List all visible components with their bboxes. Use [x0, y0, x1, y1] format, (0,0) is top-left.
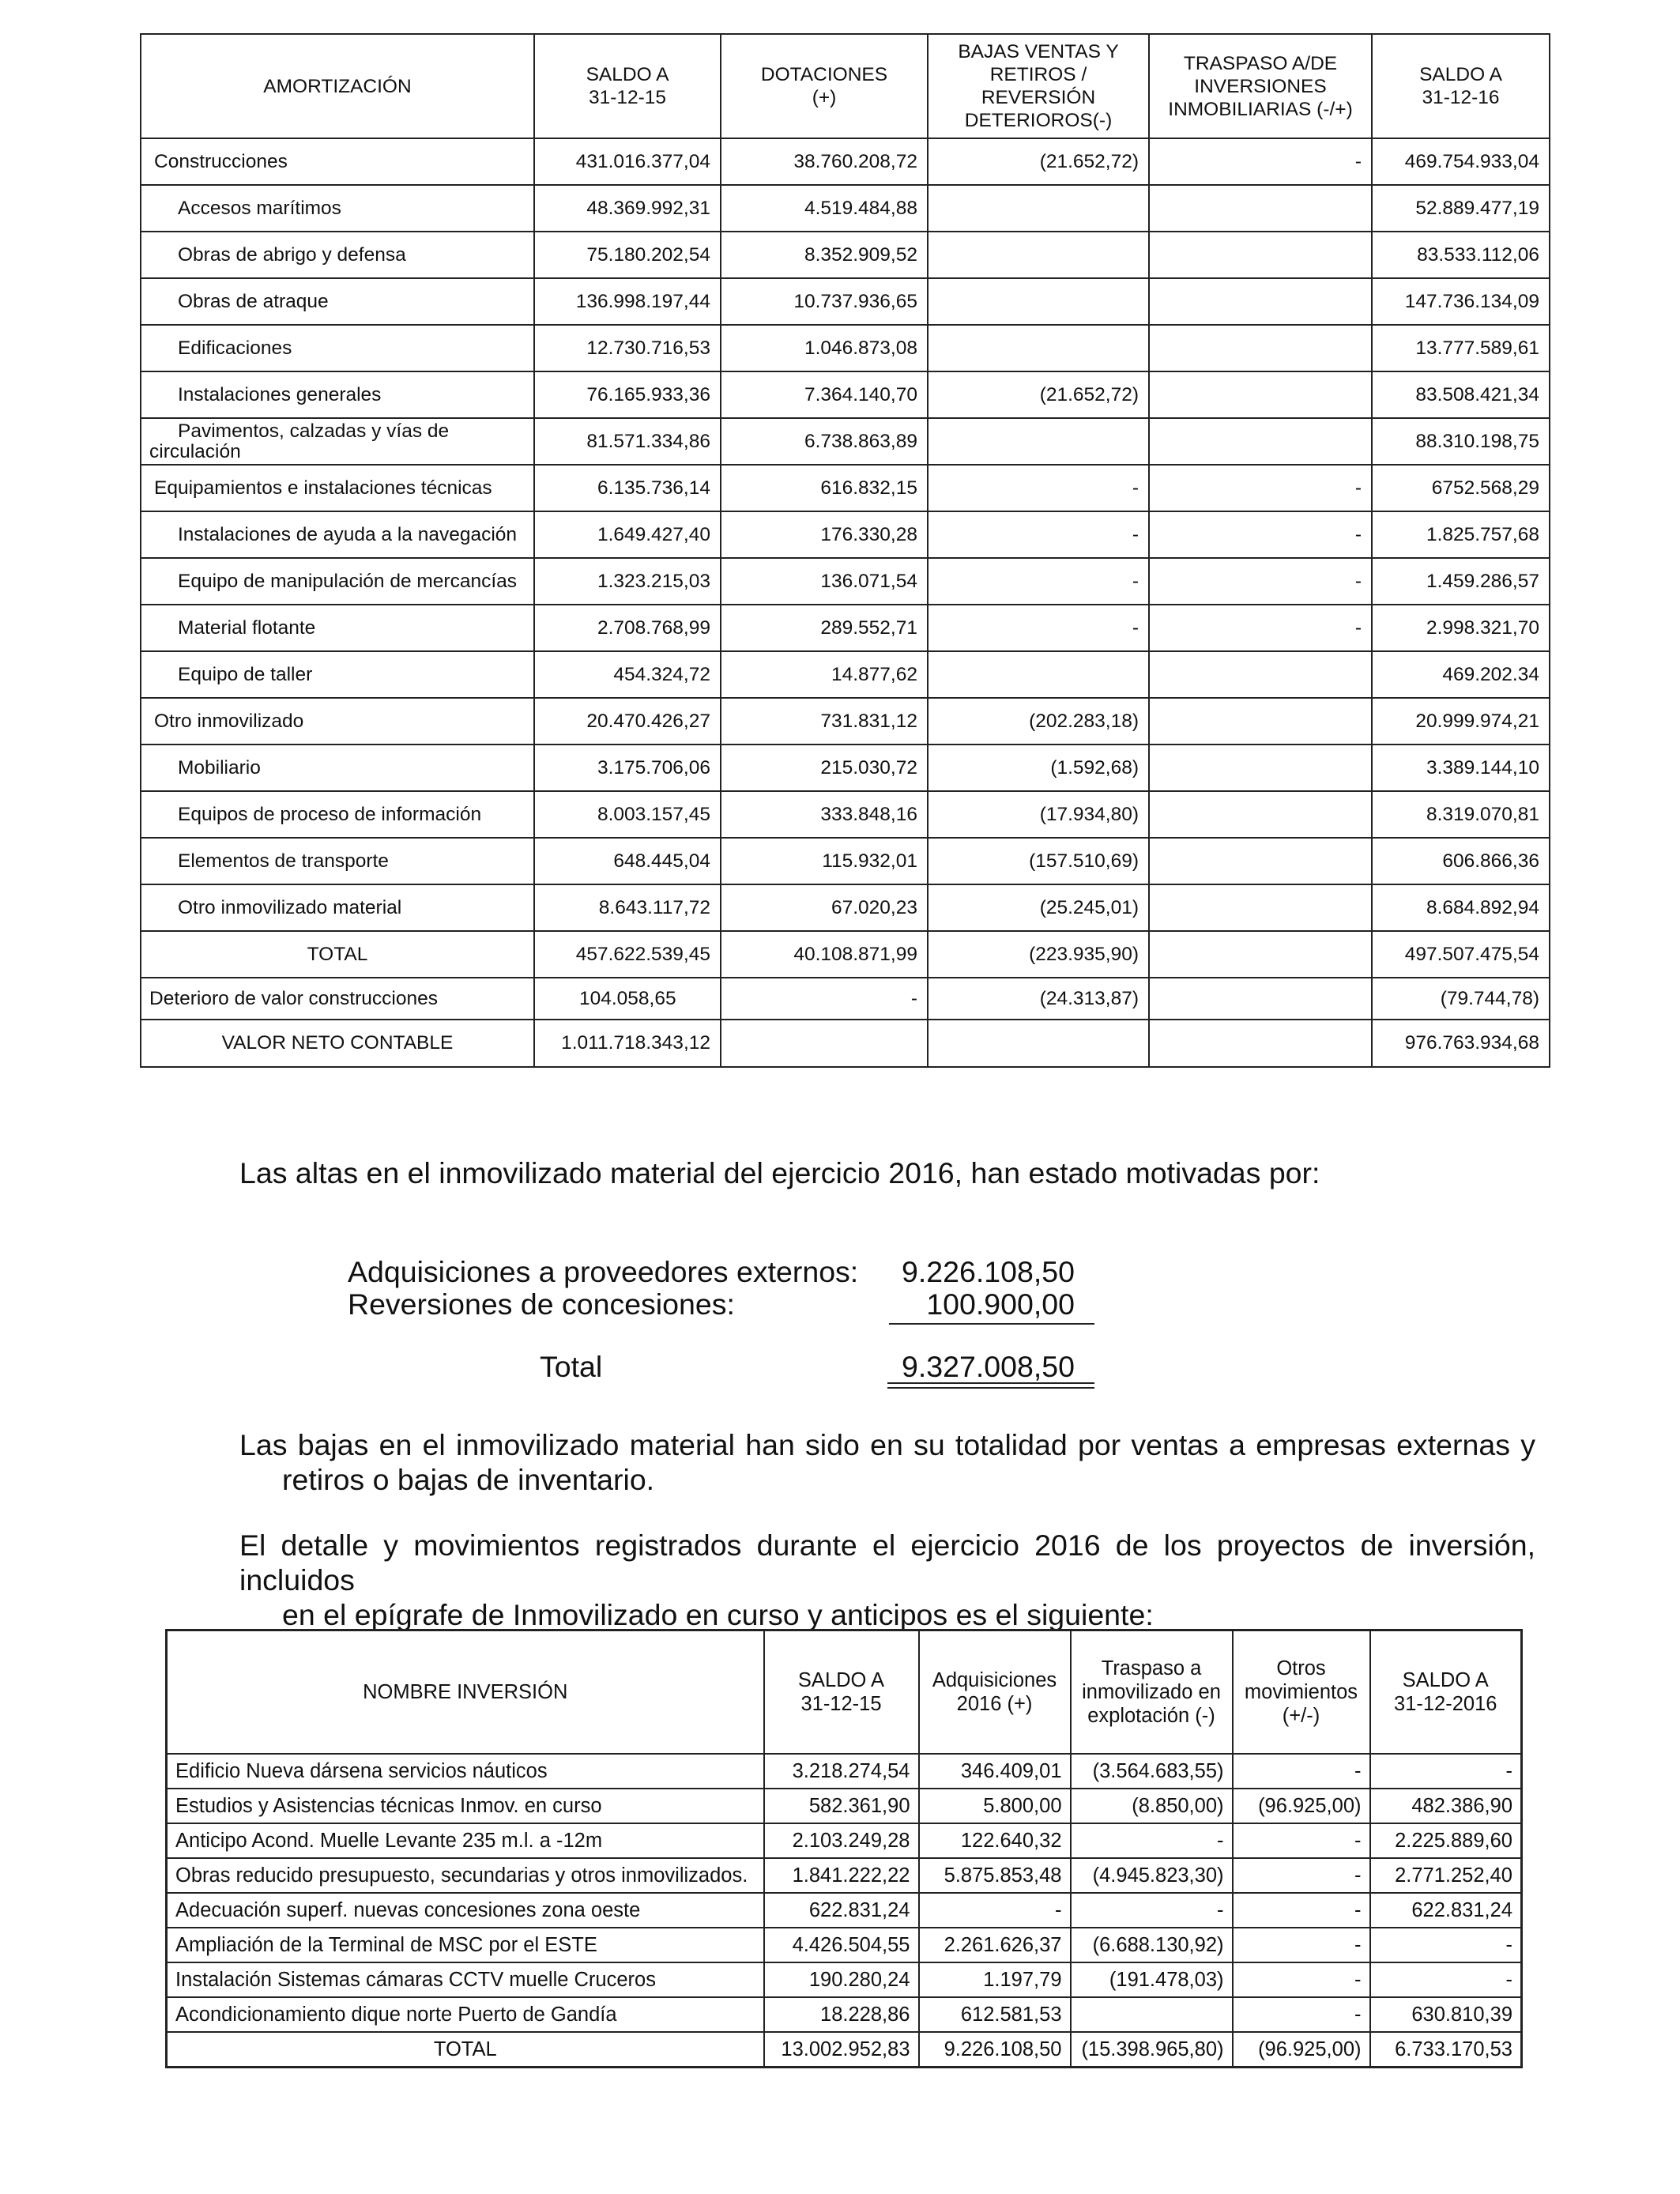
inversion-header-row	[167, 1630, 1522, 1755]
table-cell: 1.459.286,57	[1372, 558, 1550, 605]
amortizacion-table-header	[141, 34, 1550, 138]
total-value: 9.327.008,50	[902, 1350, 1075, 1383]
inversion-table-body	[167, 1754, 1522, 2068]
table-cell: 176.330,28	[721, 511, 928, 558]
table-cell: 8.643.117,72	[534, 884, 721, 931]
table-cell: 5.800,00	[919, 1789, 1071, 1823]
table-row	[167, 1858, 1522, 1893]
table-cell: 612.581,53	[919, 1997, 1071, 2032]
table-cell: 2.103.249,28	[764, 1823, 919, 1858]
table-cell: -	[1149, 605, 1372, 651]
row-label: Accesos marítimos	[141, 185, 534, 232]
amortizacion-header-row	[141, 34, 1550, 138]
row-label: Construcciones	[141, 138, 534, 185]
header-cell: SALDO A 31-12-15	[764, 1630, 919, 1755]
amortizacion-table-body	[141, 138, 1550, 1067]
header-cell: DOTACIONES (+)	[721, 34, 928, 138]
table-cell: 1.649.427,40	[534, 511, 721, 558]
table-cell: 8.352.909,52	[721, 232, 928, 278]
table-row	[167, 1962, 1522, 1997]
table-cell	[928, 232, 1149, 278]
subtotal-underline	[889, 1323, 1094, 1325]
table-row	[141, 791, 1550, 838]
table-row	[141, 232, 1550, 278]
table-row	[141, 605, 1550, 651]
row-label: TOTAL	[167, 2032, 764, 2068]
row-label: Otro inmovilizado	[141, 698, 534, 745]
table-cell: 2.771.252,40	[1370, 1858, 1522, 1893]
table-cell: (21.652,72)	[928, 371, 1149, 418]
table-cell: -	[1071, 1823, 1233, 1858]
table-cell: 12.730.716,53	[534, 325, 721, 371]
row-label: Edificio Nueva dársena servicios náuticos	[167, 1754, 764, 1789]
row-label: Ampliación de la Terminal de MSC por el ESTE	[167, 1928, 764, 1962]
table-cell: 8.319.070,81	[1372, 791, 1550, 838]
header-cell: SALDO A 31-12-2016	[1370, 1630, 1522, 1755]
table-cell: 83.508.421,34	[1372, 371, 1550, 418]
table-cell	[928, 185, 1149, 232]
table-cell: 38.760.208,72	[721, 138, 928, 185]
table-row	[141, 651, 1550, 698]
table-cell: (202.283,18)	[928, 698, 1149, 745]
table-cell: 76.165.933,36	[534, 371, 721, 418]
row-label: Material flotante	[141, 605, 534, 651]
bajas-line-1: Las bajas en el inmovilizado material han sido en su totalidad por ventas a empresas externas y	[239, 1428, 1535, 1461]
table-cell: 582.361,90	[764, 1789, 919, 1823]
row-label: Obras de abrigo y defensa	[141, 232, 534, 278]
table-cell: 10.737.936,65	[721, 278, 928, 325]
table-cell: -	[1370, 1962, 1522, 1997]
table-cell: -	[1233, 1928, 1370, 1962]
table-cell: 67.020,23	[721, 884, 928, 931]
table-cell: 6.135.736,14	[534, 465, 721, 511]
table-cell: 1.011.718.343,12	[534, 1020, 721, 1067]
table-cell: (25.245,01)	[928, 884, 1149, 931]
table-cell: -	[1370, 1928, 1522, 1962]
table-cell: 147.736.134,09	[1372, 278, 1550, 325]
amortizacion-table	[140, 33, 1550, 1068]
table-row	[167, 1754, 1522, 1789]
table-cell	[1149, 325, 1372, 371]
table-cell: 6.733.170,53	[1370, 2032, 1522, 2068]
row-label: Equipo de taller	[141, 651, 534, 698]
row-label: Instalación Sistemas cámaras CCTV muelle Cruceros	[167, 1962, 764, 1997]
total-double-underline-1	[887, 1382, 1094, 1384]
table-cell: 136.071,54	[721, 558, 928, 605]
table-cell: 83.533.112,06	[1372, 232, 1550, 278]
table-row	[141, 465, 1550, 511]
row-label: Equipamientos e instalaciones técnicas	[141, 465, 534, 511]
header-cell: AMORTIZACIÓN	[141, 34, 534, 138]
table-cell: 2.225.889,60	[1370, 1823, 1522, 1858]
table-cell: 976.763.934,68	[1372, 1020, 1550, 1067]
table-cell: 346.409,01	[919, 1754, 1071, 1789]
table-cell: (79.744,78)	[1372, 978, 1550, 1020]
table-row	[141, 698, 1550, 745]
table-cell: 18.228,86	[764, 1997, 919, 2032]
table-cell: 469.202.34	[1372, 651, 1550, 698]
table-cell: 1.825.757,68	[1372, 511, 1550, 558]
table-cell	[928, 651, 1149, 698]
table-cell	[928, 1020, 1149, 1067]
table-cell: (21.652,72)	[928, 138, 1149, 185]
table-row	[141, 138, 1550, 185]
table-cell: 52.889.477,19	[1372, 185, 1550, 232]
adquisiciones-label: Adquisiciones a proveedores externos:	[348, 1255, 859, 1288]
row-label: Elementos de transporte	[141, 838, 534, 884]
total-label: Total	[540, 1350, 603, 1383]
table-cell: 616.832,15	[721, 465, 928, 511]
table-row	[141, 745, 1550, 791]
bajas-paragraph	[239, 1427, 1535, 1497]
table-cell: -	[919, 1893, 1071, 1928]
table-cell: 1.046.873,08	[721, 325, 928, 371]
table-row	[141, 185, 1550, 232]
table-cell: -	[1233, 1754, 1370, 1789]
table-row	[167, 1789, 1522, 1823]
table-cell	[1149, 884, 1372, 931]
table-cell: 14.877,62	[721, 651, 928, 698]
table-cell: -	[1233, 1823, 1370, 1858]
table-cell	[928, 325, 1149, 371]
total-row	[167, 2032, 1522, 2068]
table-cell	[1149, 185, 1372, 232]
table-cell: 3.175.706,06	[534, 745, 721, 791]
table-cell: 215.030,72	[721, 745, 928, 791]
table-cell	[1071, 1997, 1233, 2032]
table-row	[141, 884, 1550, 931]
table-row	[167, 1823, 1522, 1858]
header-cell: SALDO A 31-12-16	[1372, 34, 1550, 138]
table-cell: 289.552,71	[721, 605, 928, 651]
table-cell: -	[1071, 1893, 1233, 1928]
header-cell: Traspaso a inmovilizado en explotación (-)	[1071, 1630, 1233, 1755]
table-cell: 122.640,32	[919, 1823, 1071, 1858]
table-cell: 136.998.197,44	[534, 278, 721, 325]
header-cell: SALDO A 31-12-15	[534, 34, 721, 138]
row-label: Otro inmovilizado material	[141, 884, 534, 931]
row-label: Edificaciones	[141, 325, 534, 371]
table-cell	[1149, 838, 1372, 884]
table-cell: 648.445,04	[534, 838, 721, 884]
table-cell: 2.708.768,99	[534, 605, 721, 651]
altas-intro-text: Las altas en el inmovilizado material del ejercicio 2016, han estado motivadas por:	[239, 1156, 1320, 1189]
reversiones-value: 100.900,00	[926, 1287, 1075, 1321]
table-row	[141, 418, 1550, 465]
row-label: Acondicionamiento dique norte Puerto de Gandía	[167, 1997, 764, 2032]
table-cell: 5.875.853,48	[919, 1858, 1071, 1893]
table-cell: 115.932,01	[721, 838, 928, 884]
header-cell: TRASPASO A/DE INVERSIONES INMOBILIARIAS (-/+)	[1149, 34, 1372, 138]
table-cell: 8.003.157,45	[534, 791, 721, 838]
row-label: Equipo de manipulación de mercancías	[141, 558, 534, 605]
table-cell: 630.810,39	[1370, 1997, 1522, 2032]
table-cell	[1149, 278, 1372, 325]
table-cell: 190.280,24	[764, 1962, 919, 1997]
row-label: TOTAL	[141, 931, 534, 978]
header-cell: Adquisiciones 2016 (+)	[919, 1630, 1071, 1755]
table-cell: 622.831,24	[764, 1893, 919, 1928]
table-cell: (24.313,87)	[928, 978, 1149, 1020]
table-row	[167, 1893, 1522, 1928]
row-label: Obras de atraque	[141, 278, 534, 325]
table-cell: 2.998.321,70	[1372, 605, 1550, 651]
table-cell: (96.925,00)	[1233, 2032, 1370, 2068]
detalle-paragraph	[239, 1528, 1535, 1632]
table-cell	[928, 418, 1149, 465]
table-cell: (6.688.130,92)	[1071, 1928, 1233, 1962]
table-cell: (157.510,69)	[928, 838, 1149, 884]
header-cell: NOMBRE INVERSIÓN	[167, 1630, 764, 1755]
row-label: Instalaciones de ayuda a la navegación	[141, 511, 534, 558]
table-cell: (8.850,00)	[1071, 1789, 1233, 1823]
table-cell: 6.738.863,89	[721, 418, 928, 465]
reversiones-label: Reversiones de concesiones:	[348, 1287, 735, 1321]
table-row	[167, 1928, 1522, 1962]
table-cell: 81.571.334,86	[534, 418, 721, 465]
row-label: VALOR NETO CONTABLE	[141, 1020, 534, 1067]
table-cell: -	[1149, 558, 1372, 605]
table-cell: (96.925,00)	[1233, 1789, 1370, 1823]
row-label: Pavimentos, calzadas y vías de circulación	[141, 418, 534, 465]
row-label: Instalaciones generales	[141, 371, 534, 418]
table-cell: -	[928, 605, 1149, 651]
table-cell	[1149, 931, 1372, 978]
table-cell: (3.564.683,55)	[1071, 1754, 1233, 1789]
header-cell: Otros movimientos (+/-)	[1233, 1630, 1370, 1755]
row-label: Obras reducido presupuesto, secundarias y otros inmovilizados.	[167, 1858, 764, 1893]
table-cell: 48.369.992,31	[534, 185, 721, 232]
row-label: Deterioro de valor construcciones	[141, 978, 534, 1020]
table-cell: 1.197,79	[919, 1962, 1071, 1997]
table-cell: (4.945.823,30)	[1071, 1858, 1233, 1893]
table-cell	[1149, 651, 1372, 698]
table-cell	[1149, 791, 1372, 838]
table-cell	[1149, 371, 1372, 418]
table-cell: -	[1233, 1997, 1370, 2032]
table-cell: 9.226.108,50	[919, 2032, 1071, 2068]
table-cell: 431.016.377,04	[534, 138, 721, 185]
table-cell: (15.398.965,80)	[1071, 2032, 1233, 2068]
table-cell	[928, 278, 1149, 325]
table-cell: -	[1149, 511, 1372, 558]
table-cell: 731.831,12	[721, 698, 928, 745]
table-cell: 1.323.215,03	[534, 558, 721, 605]
table-cell: 3.218.274,54	[764, 1754, 919, 1789]
table-cell: -	[1370, 1754, 1522, 1789]
table-cell: -	[1233, 1893, 1370, 1928]
table-cell: 7.364.140,70	[721, 371, 928, 418]
table-cell	[1149, 978, 1372, 1020]
table-cell: -	[1233, 1962, 1370, 1997]
table-cell: 2.261.626,37	[919, 1928, 1071, 1962]
table-row	[141, 978, 1550, 1020]
table-cell: 622.831,24	[1370, 1893, 1522, 1928]
table-cell	[721, 1020, 928, 1067]
table-row	[141, 558, 1550, 605]
table-cell: 75.180.202,54	[534, 232, 721, 278]
table-row	[141, 1020, 1550, 1067]
table-cell	[1149, 1020, 1372, 1067]
table-cell: 606.866,36	[1372, 838, 1550, 884]
row-label: Mobiliario	[141, 745, 534, 791]
adquisiciones-value: 9.226.108,50	[902, 1255, 1075, 1288]
table-cell	[1149, 745, 1372, 791]
row-label: Estudios y Asistencias técnicas Inmov. en curso	[167, 1789, 764, 1823]
detalle-line-2: en el epígrafe de Inmovilizado en curso y anticipos es el siguiente:	[282, 1598, 1154, 1631]
table-cell: 1.841.222,22	[764, 1858, 919, 1893]
table-cell: -	[928, 558, 1149, 605]
table-row	[167, 1997, 1522, 2032]
total-row	[540, 1349, 1075, 1384]
table-cell: 454.324,72	[534, 651, 721, 698]
detalle-line-1: El detalle y movimientos registrados durante el ejercicio 2016 de los proyectos de inversión, incluidos	[239, 1529, 1535, 1596]
table-cell: 457.622.539,45	[534, 931, 721, 978]
table-cell: -	[928, 465, 1149, 511]
table-cell	[1149, 418, 1372, 465]
table-cell: 3.389.144,10	[1372, 745, 1550, 791]
table-row	[141, 278, 1550, 325]
table-cell: 6752.568,29	[1372, 465, 1550, 511]
table-cell: 4.519.484,88	[721, 185, 928, 232]
table-cell: -	[928, 511, 1149, 558]
table-cell: 497.507.475,54	[1372, 931, 1550, 978]
inversion-table	[165, 1629, 1523, 2068]
table-cell: 88.310.198,75	[1372, 418, 1550, 465]
table-cell: (1.592,68)	[928, 745, 1149, 791]
table-cell: 8.684.892,94	[1372, 884, 1550, 931]
table-cell: -	[721, 978, 928, 1020]
bajas-line-2: retiros o bajas de inventario.	[282, 1463, 655, 1496]
table-row	[141, 325, 1550, 371]
table-cell: (191.478,03)	[1071, 1962, 1233, 1997]
reversiones-row	[348, 1287, 1075, 1321]
table-cell: 469.754.933,04	[1372, 138, 1550, 185]
table-cell	[1149, 698, 1372, 745]
table-row	[141, 931, 1550, 978]
table-cell: 20.470.426,27	[534, 698, 721, 745]
table-cell: 482.386,90	[1370, 1789, 1522, 1823]
row-label: Anticipo Acond. Muelle Levante 235 m.l. a -12m	[167, 1823, 764, 1858]
inversion-table-header	[167, 1630, 1522, 1755]
table-cell: -	[1149, 465, 1372, 511]
table-cell: 104.058,65	[534, 978, 721, 1020]
table-cell: 20.999.974,21	[1372, 698, 1550, 745]
total-double-underline-2	[887, 1387, 1094, 1389]
table-row	[141, 838, 1550, 884]
header-cell: BAJAS VENTAS Y RETIROS / REVERSIÓN DETERIOROS(-)	[928, 34, 1149, 138]
table-row	[141, 511, 1550, 558]
table-cell: 4.426.504,55	[764, 1928, 919, 1962]
table-row	[141, 371, 1550, 418]
table-cell: 13.002.952,83	[764, 2032, 919, 2068]
table-cell: (223.935,90)	[928, 931, 1149, 978]
table-cell: 333.848,16	[721, 791, 928, 838]
table-cell: -	[1233, 1858, 1370, 1893]
row-label: Equipos de proceso de información	[141, 791, 534, 838]
adquisiciones-row	[348, 1254, 1075, 1289]
table-cell: 13.777.589,61	[1372, 325, 1550, 371]
table-cell: 40.108.871,99	[721, 931, 928, 978]
row-label: Adecuación superf. nuevas concesiones zona oeste	[167, 1893, 764, 1928]
table-cell: -	[1149, 138, 1372, 185]
table-cell: (17.934,80)	[928, 791, 1149, 838]
table-cell	[1149, 232, 1372, 278]
